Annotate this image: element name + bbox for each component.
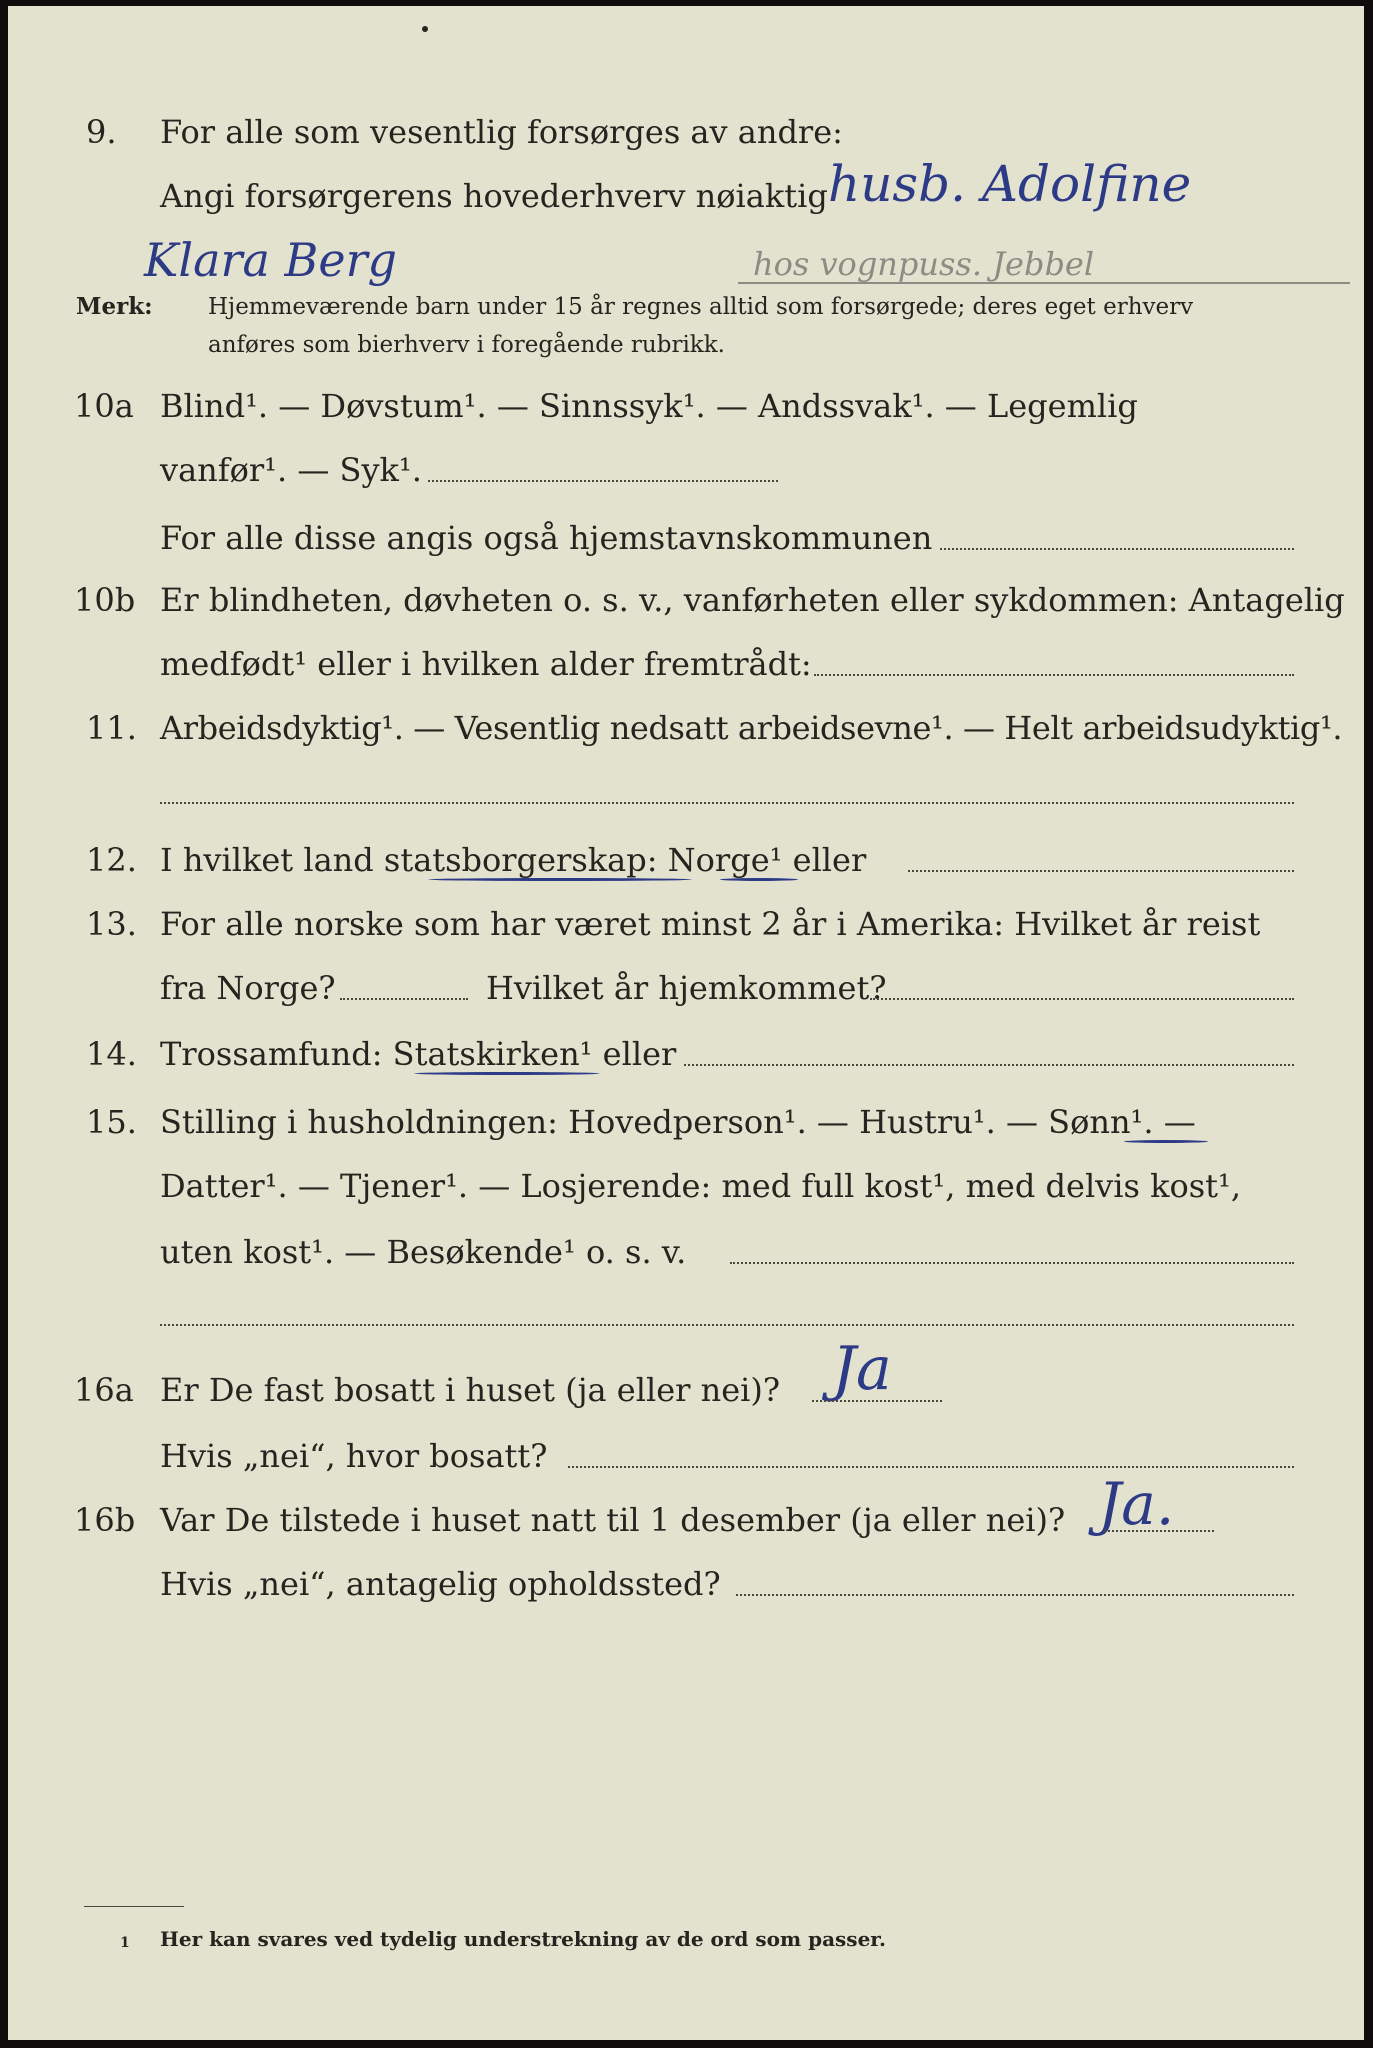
q10a-number: 10a (74, 387, 134, 425)
q16a-line1: Er De fast bosatt i huset (ja eller nei)? (160, 1371, 781, 1409)
q12-answer-line (908, 870, 1294, 872)
q9-number: 9. (86, 113, 117, 151)
q14-statskirken-underline (414, 1072, 600, 1075)
footnote-separator (84, 1906, 184, 1907)
q15-number: 15. (86, 1103, 137, 1141)
q10a-line2: vanfør¹. — Syk¹. (160, 451, 422, 489)
q12-number: 12. (86, 841, 137, 879)
merk-line1: Hjemmeværende barn under 15 år regnes alltid som forsørgede; deres eget erhverv (208, 294, 1194, 320)
q13-line1: For alle norske som har været minst 2 år i Amerika: Hvilket år reist (160, 905, 1261, 943)
footnote-text: Her kan svares ved tydelig understrekning av de ord som passer. (160, 1927, 886, 1951)
q9-handwritten-answer-b: Klara Berg (144, 233, 397, 287)
q10b-answer-line (814, 674, 1294, 676)
q10a-syk-answer-line (428, 480, 778, 482)
q9-line1: For alle som vesentlig forsørges av andre: (160, 113, 843, 151)
q16a-handwritten-answer: Ja (832, 1334, 892, 1404)
q16b-handwritten-answer: Ja. (1098, 1470, 1175, 1538)
q15-line1: Stilling i husholdningen: Hovedperson¹. — Hustru¹. — Sønn¹. — (160, 1103, 1196, 1141)
q15-extra-line (160, 1324, 1294, 1326)
q16a-line2: Hvis „nei“, hvor bosatt? (160, 1437, 548, 1475)
q16b-answer-line (1104, 1530, 1214, 1532)
q13-line2b: Hvilket år hjemkommet? (486, 969, 887, 1007)
q16a-bosatt-answer-line (568, 1466, 1294, 1468)
q10a-line3: For alle disse angis også hjemstavnskommunen (160, 519, 933, 557)
q10a-line1: Blind¹. — Døvstum¹. — Sinnssyk¹. — Andssvak¹. — Legemlig (160, 387, 1138, 425)
q16b-number: 16b (74, 1501, 136, 1539)
q12-statsborgerskap-underline (428, 878, 692, 881)
q9-handwritten-answer-a: husb. Adolfine (828, 155, 1192, 213)
q16b-opholdssted-answer-line (736, 1594, 1294, 1596)
punch-mark (422, 26, 428, 32)
q13-number: 13. (86, 905, 137, 943)
q16b-line1: Var De tilstede i huset natt til 1 desember (ja eller nei)? (160, 1501, 1066, 1539)
q9-line2: Angi forsørgerens hovederhverv nøiaktig (160, 177, 828, 215)
q12-line1: I hvilket land statsborgerskap: Norge¹ eller (160, 841, 867, 879)
q9-pencil-underline (738, 282, 1350, 284)
q10b-number: 10b (74, 581, 136, 619)
q13-reist-answer-line (340, 998, 468, 1000)
q16a-answer-line (812, 1400, 942, 1402)
q12-norge-underline (720, 878, 798, 881)
q13-hjemkommet-answer-line (870, 998, 1294, 1000)
merk-label: Merk: (76, 293, 153, 320)
q14-number: 14. (86, 1035, 137, 1073)
q14-answer-line (684, 1064, 1294, 1066)
q9-pencil-answer-c: hos vognpuss. Jebbel (753, 245, 1095, 283)
q11-line1: Arbeidsdyktig¹. — Vesentlig nedsatt arbeidsevne¹. — Helt arbeidsudyktig¹. (160, 709, 1343, 747)
q14-line1: Trossamfund: Statskirken¹ eller (160, 1035, 677, 1073)
q10a-kommune-answer-line (940, 548, 1294, 550)
q15-sonn-underline (1124, 1140, 1208, 1143)
merk-line2: anføres som bierhverv i foregående rubrikk. (208, 332, 725, 358)
q11-number: 11. (86, 709, 137, 747)
q11-answer-line (160, 802, 1294, 804)
q15-answer-line (730, 1262, 1294, 1264)
q13-line2a: fra Norge? (160, 969, 336, 1007)
q10b-line1: Er blindheten, døvheten o. s. v., vanførheten eller sykdommen: Antagelig (160, 581, 1345, 619)
q15-line3: uten kost¹. — Besøkende¹ o. s. v. (160, 1233, 687, 1271)
q15-line2: Datter¹. — Tjener¹. — Losjerende: med full kost¹, med delvis kost¹, (160, 1167, 1242, 1205)
footnote-mark: 1 (120, 1935, 130, 1951)
q16a-number: 16a (74, 1371, 134, 1409)
census-form-page (8, 6, 1364, 2040)
q16b-line2: Hvis „nei“, antagelig opholdssted? (160, 1565, 721, 1603)
q10b-line2: medfødt¹ eller i hvilken alder fremtrådt: (160, 645, 812, 683)
